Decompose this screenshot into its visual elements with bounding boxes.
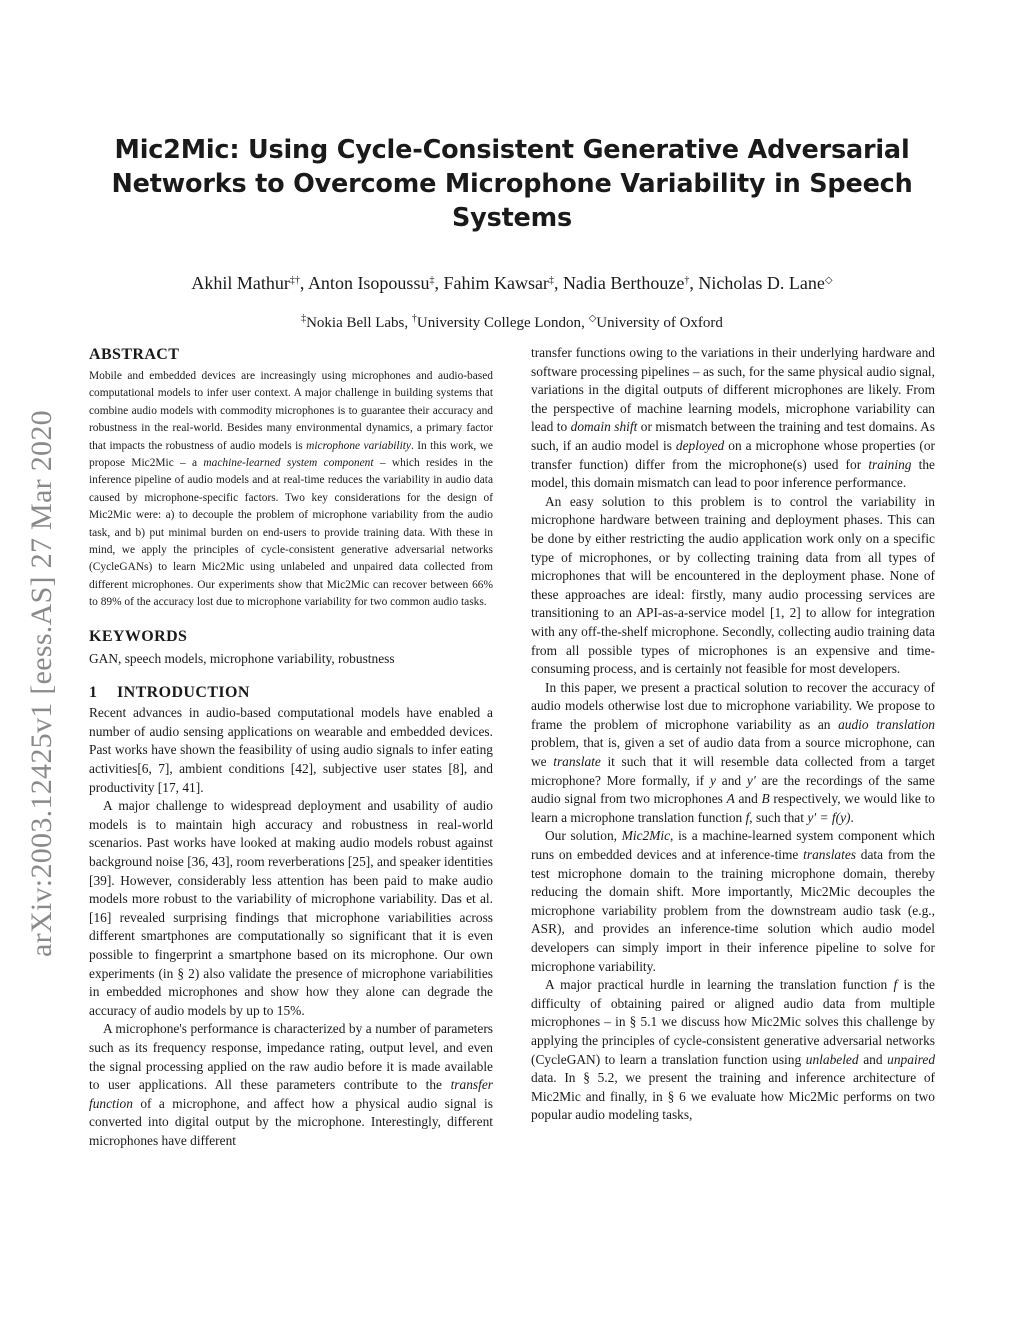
intro-paragraph: A microphone's performance is characterized by a number of parameters such as its frequency response, impedance rating, output level, and even the signal processing applied on the raw audio before it is made available to user applications. All these parameters contribute to the transfer function of a microphone, and affect how a physical audio signal is converted into digital output by the microphone. Interestingly, different microphones have different — [89, 1021, 493, 1148]
paper-title: Mic2Mic: Using Cycle-Consistent Generative Adversarial Networks to Overcome Microphone Variability in Speech Systems — [111, 135, 913, 233]
intro-paragraph: A major challenge to widespread deployment and usability of audio models is to maintain high accuracy and robustness in real-world scenarios. Past works have looked at making audio models robust against background noise [36, 43], room reverberations [25], and speaker identities [39]. However, considerably less attention has been paid to make audio models more robust to the variability of microphone variability. Das et al.[16] revealed surprising findings that microphone variabilities across different smartphones are computationally so significant that it is even possible to fingerprint a smartphone based on its microphone. Our own experiments (in § 2) also validate the presence of microphone variabilities in embedded microphones and show how they alone can degrade the accuracy of audio models by up to 15%. — [89, 798, 493, 1018]
body-paragraph: An easy solution to this problem is to control the variability in microphone hardware between training and deployment phases. This can be done by either restricting the audio application work only on a specific type of microphones, or by collecting training data from all types of microphones that will be encountered in the deployment phase. None of these approaches are ideal: firstly, many audio processing services are transitioning to an API-as-a-service model [1, 2] to allow for integration with any off-the-shelf microphone. Secondly, collecting audio training data from all possible types of microphones is an expensive and time-consuming process, and is certainly not feasible for most developers. — [531, 493, 935, 677]
abstract-heading: ABSTRACT — [89, 346, 180, 363]
author: Fahim Kawsar‡, — [443, 273, 563, 293]
author: Anton Isopoussu‡, — [307, 273, 444, 293]
abstract-paragraph: Mobile and embedded devices are increasingly using microphones and audio-based computational models to infer user context. A major challenge in building systems that combine audio models with commodity microphones is to guarantee their accuracy and robustness in the real-world. Besides many environmental dynamics, a primary factor that impacts the robustness of audio models is microphone variability. In this work, we propose Mic2Mic – a machine-learned system component – which resides in the inference pipeline of audio models and at real-time reduces the variability in audio data caused by microphone-specific factors. Two key considerations for the design of Mic2Mic were: a) to decouple the problem of microphone variability from the audio task, and b) put minimal burden on end-users to provide training data. With these in mind, we apply the principles of cycle-consistent generative adversarial networks (CycleGANs) to learn Mic2Mic using unlabeled and unpaired data collected from different microphones. Our experiments show that Mic2Mic can recover between 66% to 89% of the accuracy lost due to microphone variability for two common audio tasks. — [89, 370, 493, 609]
affiliation-list — [90, 313, 934, 333]
section-number: 1 — [89, 684, 98, 702]
left-column — [89, 344, 493, 1151]
author: Nadia Berthouze†, — [562, 273, 699, 293]
author: Akhil Mathur‡†, — [191, 273, 308, 293]
keywords-text: GAN, speech models, microphone variability, robustness — [89, 650, 395, 666]
body-paragraph: transfer functions owing to the variations in their underlying hardware and software processing pipelines – as such, for the same physical audio signal, variations in the digital outputs of different microphones are likely. From the perspective of machine learning models, microphone variability can lead to domain shift or mismatch between the training and test domains. As such, if an audio model is deployed on a microphone whose properties (or transfer function) differ from the microphone(s) used for training the model, this domain mismatch can lead to poor inference performance. — [531, 345, 936, 491]
keywords-heading: KEYWORDS — [89, 627, 188, 645]
body-paragraph: A major practical hurdle in learning the translation function f is the difficulty of obtaining paired or aligned audio data from multiple microphones – in § 5.1 we discuss how Mic2Mic solves this challenge by applying the principles of cycle-consistent generative adversarial networks (CycleGAN) to learn a translation function using unlabeled and unpaired data. In § 5.2, we present the training and inference architecture of Mic2Mic and finally, in § 6 we evaluate how Mic2Mic performs on two popular audio modeling tasks, — [531, 977, 936, 1123]
intro-paragraph: Recent advances in audio-based computational models have enabled a number of audio sensing applications on wearable and embedded devices. Past works have shown the feasibility of using audio signals to infer eating activities[6, 7], ambient conditions [42], subjective user states [8], and productivity [17, 41]. — [89, 705, 493, 795]
affiliation: ◇University of Oxford — [588, 313, 723, 331]
author: Nicholas D. Lane◇ — [698, 273, 833, 293]
author-list — [90, 271, 934, 295]
affiliation: ‡Nokia Bell Labs, — [301, 313, 412, 331]
body-paragraph: Our solution, Mic2Mic, is a machine-learned system component which runs on embedded devices and at inference-time translates data from the test microphone domain to the training microphone domain, thereby reducing the domain shift. More importantly, Mic2Mic decouples the microphone variability problem from the downstream audio task (e.g., ASR), and provides an inference-time solution which audio model developers can simply import in their inference pipeline to solve for microphone variability. — [531, 828, 936, 974]
section-title: INTRODUCTION — [117, 684, 250, 702]
right-column — [531, 344, 935, 1125]
introduction-heading — [89, 682, 493, 704]
body-paragraph: In this paper, we present a practical solution to recover the accuracy of audio models otherwise lost due to microphone variability. We propose to frame the problem of microphone variability as an audio translation problem, that is, given a set of audio data from a source microphone, can we translate it such that it will resemble data collected from a target microphone? More formally, if y and y′ are the recordings of the same audio signal from two microphones A and B respectively, we would like to learn a microphone translation function f, such that y′ = f(y). — [531, 679, 935, 825]
arxiv-identifier-stamp: arXiv:2003.12425v1 [eess.AS] 27 Mar 2020 — [25, 410, 58, 957]
affiliation: †University College London, — [411, 313, 589, 331]
